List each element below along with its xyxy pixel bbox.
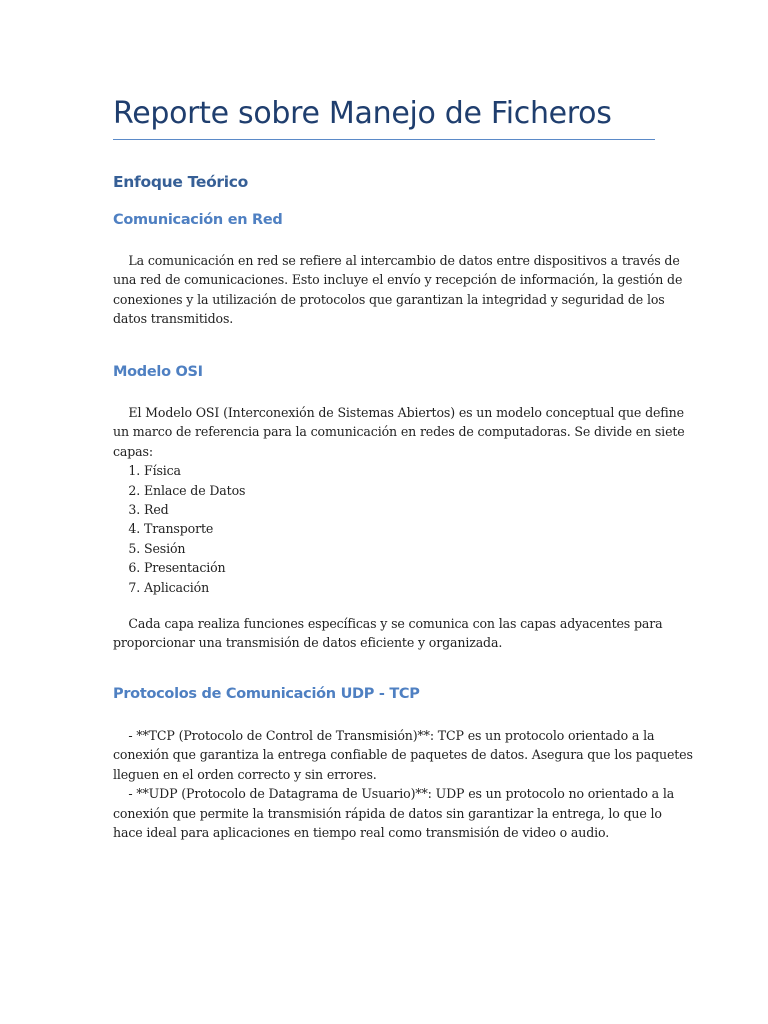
paragraph-line: - **TCP (Protocolo de Control de Transmisión)**: TCP es un protocolo orientado a la xyxy=(113,728,655,743)
section-heading-enfoque: Enfoque Teórico xyxy=(113,173,249,191)
paragraph-line: un marco de referencia para la comunicación en redes de computadoras. Se divide en siete xyxy=(113,424,685,440)
list-item: 3. Red xyxy=(113,502,169,517)
paragraph-line: conexiones y la utilización de protocolos que garantizan la integridad y seguridad de los xyxy=(113,291,665,307)
heading-protocolos: Protocolos de Comunicación UDP - TCP xyxy=(113,686,420,702)
paragraph-line: hace ideal para aplicaciones en tiempo real como transmisión de video o audio. xyxy=(113,825,610,840)
paragraph-line: datos transmitidos. xyxy=(113,311,234,327)
list-item: 5. Sesión xyxy=(113,540,186,556)
heading-comunicacion-en-red: Comunicación en Red xyxy=(113,212,283,228)
paragraph-line: capas: xyxy=(113,443,153,459)
paragraph-line: una red de comunicaciones. Esto incluye el envío y recepción de información, la gestión de xyxy=(113,272,683,288)
list-item: 2. Enlace de Datos xyxy=(113,482,246,498)
list-item: 7. Aplicación xyxy=(113,579,210,595)
heading-modelo-osi: Modelo OSI xyxy=(113,364,203,380)
paragraph-line: conexión que permite la transmisión rápida de datos sin garantizar la entrega, lo que lo xyxy=(113,805,662,821)
paragraph-line: conexión que garantiza la entrega confiable de paquetes de datos. Asegura que los paquetes xyxy=(113,747,693,763)
paragraph-line: - **UDP (Protocolo de Datagrama de Usuario)**: UDP es un protocolo no orientado a la xyxy=(113,786,675,802)
list-item: 6. Presentación xyxy=(113,560,226,576)
paragraph-line: El Modelo OSI (Interconexión de Sistemas Abiertos) es un modelo conceptual que define xyxy=(113,405,684,420)
list-item: 4. Transporte xyxy=(113,521,214,537)
title-underline xyxy=(113,139,655,140)
paragraph-line: La comunicación en red se refiere al intercambio de datos entre dispositivos a través de xyxy=(113,253,680,268)
list-item: 1. Física xyxy=(113,463,181,479)
document-title: Reporte sobre Manejo de Ficheros xyxy=(113,96,612,131)
paragraph-line: lleguen en el orden correcto y sin errores. xyxy=(113,766,377,782)
paragraph-line: proporcionar una transmisión de datos eficiente y organizada. xyxy=(113,635,503,651)
paragraph-line: Cada capa realiza funciones específicas y se comunica con las capas adyacentes para xyxy=(113,616,663,631)
